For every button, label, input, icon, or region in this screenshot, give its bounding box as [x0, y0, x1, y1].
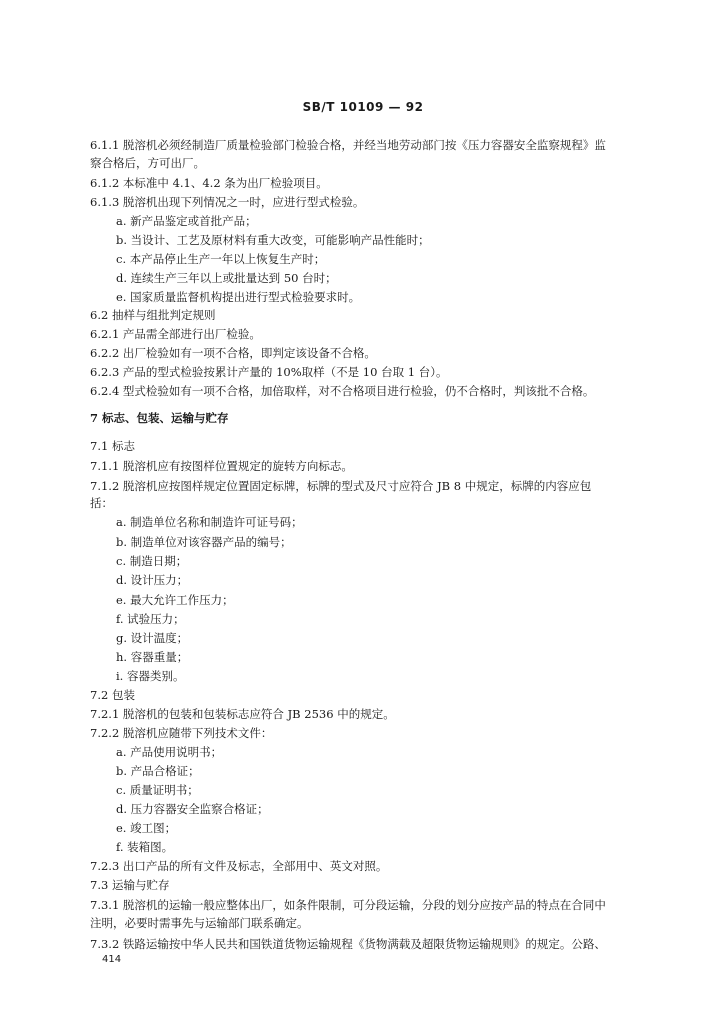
clause-7-3-1-cont: 注明，必要时需事先与运输部门联系确定。 [90, 916, 309, 930]
clause-7-1-2-cont: 括： [90, 496, 113, 510]
list-item: f. 装箱图。 [116, 840, 174, 854]
clause-6-1-2: 6.1.2 本标准中 4.1、4.2 条为出厂检验项目。 [90, 176, 328, 190]
list-item: a. 产品使用说明书； [116, 745, 223, 759]
list-item: d. 连续生产三年以上或批量达到 50 台时； [116, 271, 337, 285]
list-item: c. 本产品停止生产一年以上恢复生产时； [116, 252, 326, 266]
list-item: a. 新产品鉴定或首批产品； [116, 214, 257, 228]
list-item: i. 容器类别。 [116, 669, 185, 683]
clause-7-3-1: 7.3.1 脱溶机的运输一般应整体出厂，如条件限制，可分段运输，分段的划分应按产品的特点在合同中 [90, 898, 606, 912]
clause-6-1-1-cont: 察合格后，方可出厂。 [90, 156, 205, 170]
list-item: b. 制造单位对该容器产品的编号； [116, 535, 292, 549]
clause-6-1-1: 6.1.1 脱溶机必须经制造厂质量检验部门检验合格，并经当地劳动部门按《压力容器安全监察规程》监 [90, 138, 606, 152]
page-number: 414 [102, 954, 122, 965]
list-item: c. 质量证明书； [116, 783, 199, 797]
list-item: c. 制造日期； [116, 554, 188, 568]
list-item: e. 竣工图； [116, 821, 177, 835]
section-6-2-heading: 6.2 抽样与组批判定规则 [90, 308, 216, 322]
list-item: d. 设计压力； [116, 573, 189, 587]
clause-7-3-2: 7.3.2 铁路运输按中华人民共和国铁道货物运输规程《货物满载及超限货物运输规则》的规定。公路、 [90, 937, 606, 951]
clause-7-2-3: 7.2.3 出口产品的所有文件及标志，全部用中、英文对照。 [90, 859, 388, 873]
clause-6-2-2: 6.2.2 出厂检验如有一项不合格，即判定该设备不合格。 [90, 346, 376, 360]
clause-6-2-3: 6.2.3 产品的型式检验按累计产量的 10%取样（不是 10 台取 1 台）。 [90, 365, 448, 379]
clause-7-2-1: 7.2.1 脱溶机的包装和包装标志应符合 JB 2536 中的规定。 [90, 707, 395, 721]
list-item: f. 试验压力； [116, 612, 185, 626]
section-7-heading: 7 标志、包装、运输与贮存 [90, 411, 229, 425]
document-header: SB/T 10109 — 92 [302, 100, 424, 114]
list-item: b. 当设计、工艺及原材料有重大改变，可能影响产品性能时； [116, 233, 430, 247]
clause-7-1-1: 7.1.1 脱溶机应有按图样位置规定的旋转方向标志。 [90, 459, 353, 473]
list-item: g. 设计温度； [116, 631, 189, 645]
clause-7-1-2: 7.1.2 脱溶机应按图样规定位置固定标牌，标牌的型式及尺寸应符合 JB 8 中规定，标牌的内容应包 [90, 479, 592, 493]
section-7-1-heading: 7.1 标志 [90, 439, 135, 453]
list-item: d. 压力容器安全监察合格证； [116, 802, 269, 816]
section-7-2-heading: 7.2 包装 [90, 688, 135, 702]
list-item: e. 最大允许工作压力； [116, 593, 234, 607]
list-item: h. 容器重量； [116, 650, 189, 664]
clause-6-2-4: 6.2.4 型式检验如有一项不合格，加倍取样，对不合格项目进行检验，仍不合格时，判该批不合格。 [90, 384, 595, 398]
list-item: e. 国家质量监督机构提出进行型式检验要求时。 [116, 290, 361, 304]
clause-6-2-1: 6.2.1 产品需全部进行出厂检验。 [90, 327, 261, 341]
list-item: b. 产品合格证； [116, 764, 200, 778]
clause-7-2-2: 7.2.2 脱溶机应随带下列技术文件： [90, 726, 273, 740]
section-7-3-heading: 7.3 运输与贮存 [90, 878, 170, 892]
clause-6-1-3: 6.1.3 脱溶机出现下列情况之一时，应进行型式检验。 [90, 195, 365, 209]
list-item: a. 制造单位名称和制造许可证号码； [116, 515, 303, 529]
